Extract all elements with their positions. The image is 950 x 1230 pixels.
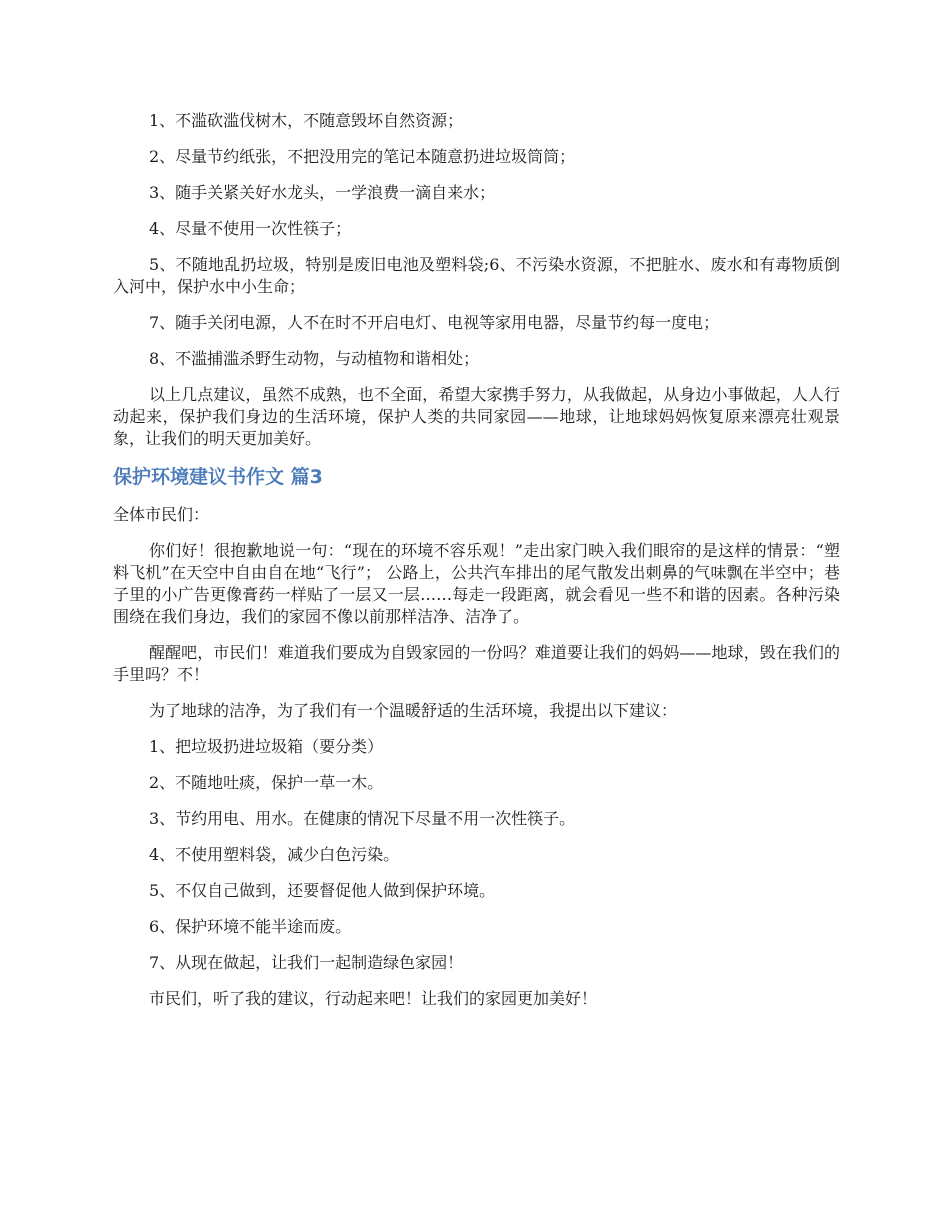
closing-paragraph: 以上几点建议，虽然不成熟，也不全面，希望大家携手努力，从我做起，从身边小事做起，人人行动起来，保护我们身边的生活环境，保护人类的共同家园——地球，让地球妈妈恢复原来漂亮壮观景象，让我们的明天更加美好。 — [113, 385, 840, 448]
list-item: 4、不使用塑料袋，减少白色污染。 — [149, 845, 400, 864]
document-page — [113, 110, 840, 1024]
list-item: 3、节约用电、用水。在健康的情况下尽量不用一次性筷子。 — [149, 809, 576, 828]
list-item: 6、保护环境不能半途而废。 — [149, 917, 352, 936]
salutation: 全体市民们： — [113, 505, 210, 524]
closing-paragraph: 市民们，听了我的建议，行动起来吧！让我们的家园更加美好！ — [149, 989, 598, 1008]
list-item: 7、从现在做起，让我们一起制造绿色家园！ — [149, 953, 464, 972]
section-heading: 保护环境建议书作文 篇3 — [113, 466, 323, 488]
list-item: 8、不滥捕滥杀野生动物，与动植物和谐相处； — [149, 349, 480, 368]
list-item: 1、不滥砍滥伐树木，不随意毁坏自然资源； — [149, 111, 464, 130]
body-paragraph: 醒醒吧，市民们！难道我们要成为自毁家园的一份吗？难道要让我们的妈妈——地球，毁在我们的手里吗？不！ — [113, 643, 840, 684]
body-paragraph: 你们好！很抱歉地说一句：“现在的环境不容乐观！”走出家门映入我们眼帘的是这样的情景：“塑料飞机”在天空中自由自在地“飞行”； 公路上，公共汽车排出的尾气散发出刺鼻的气味飘在半空中；巷子里的小广告更像膏药一样贴了一层又一层……每走一段距离，就会看见一些不和谐的因素。各种污染围绕在我们身边，我们的家园不像以前那样洁净、洁净了。 — [113, 541, 840, 626]
list-item: 2、不随地吐痰，保护一草一木。 — [149, 773, 384, 792]
list-item: 7、随手关闭电源，人不在时不开启电灯、电视等家用电器，尽量节约每一度电； — [149, 313, 720, 332]
list-item: 5、不仅自己做到，还要督促他人做到保护环境。 — [149, 881, 496, 900]
list-item: 4、尽量不使用一次性筷子； — [149, 219, 352, 238]
list-item: 2、尽量节约纸张，不把没用完的笔记本随意扔进垃圾筒筒； — [149, 147, 576, 166]
list-item: 5、不随地乱扔垃圾，特别是废旧电池及塑料袋;6、不污染水资源，不把脏水、废水和有毒物质倒入河中，保护水中小生命； — [113, 255, 840, 296]
list-item: 1、把垃圾扔进垃圾箱（要分类） — [149, 737, 384, 756]
list-item: 3、随手关紧关好水龙头，一学浪费一滴自来水； — [149, 183, 496, 202]
body-paragraph: 为了地球的洁净，为了我们有一个温暖舒适的生活环境，我提出以下建议： — [149, 701, 678, 720]
